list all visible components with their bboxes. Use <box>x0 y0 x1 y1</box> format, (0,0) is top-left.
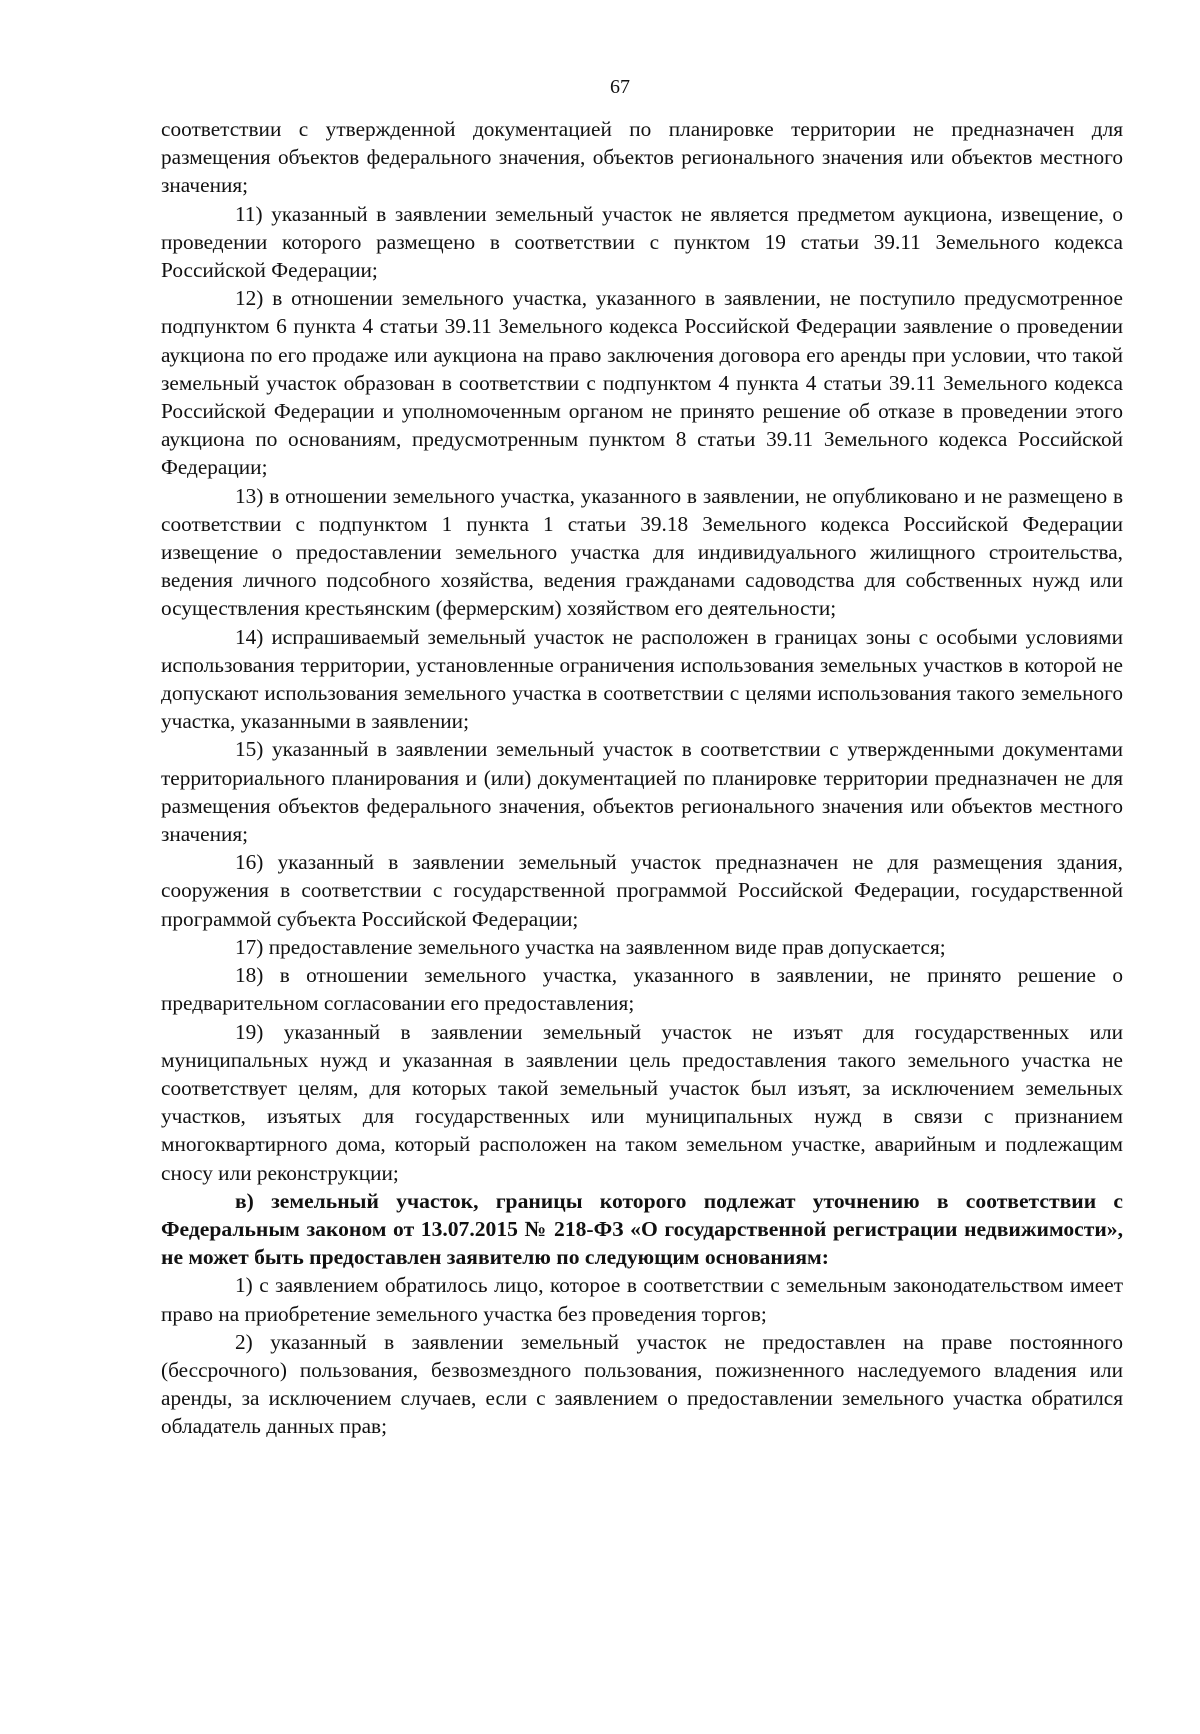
list-item-19: 19) указанный в заявлении земельный участок не изъят для государственных или муниципальных нужд и указанная в заявлении цель предоставления такого земельного участка не соответствует целям, для которых такой земельный участок был изъят, за исключением земельных участков, изъятых для государственных или муниципальных нужд в связи с признанием многоквартирного дома, который расположен на таком земельном участке, аварийным и подлежащим сносу или реконструкции; <box>161 1019 1123 1185</box>
list-item-11: 11) указанный в заявлении земельный участок не является предметом аукциона, извещение, о проведении которого размещено в соответствии с пунктом 19 статьи 39.11 Земельного кодекса Российской Федерации; <box>161 201 1123 283</box>
list-item-15: 15) указанный в заявлении земельный участок в соответствии с утвержденными документами территориального планирования и (или) документацией по планировке территории предназначен не для размещения объектов федерального значения, объектов регионального значения или объектов местного значения; <box>161 737 1123 847</box>
list-item-18: 18) в отношении земельного участка, указанного в заявлении, не принято решение о предварительном согласовании его предоставления; <box>161 963 1123 1016</box>
list-item-17: 17) предоставление земельного участка на заявленном виде прав допускается; <box>235 934 946 959</box>
list-item-12: 12) в отношении земельного участка, указанного в заявлении, не поступило предусмотренное подпунктом 6 пункта 4 статьи 39.11 Земельного кодекса Российской Федерации заявление о проведении аукциона по его продаже или аукциона на право заключения договора его аренды при условии, что такой земельный участок образован в соответствии с подпунктом 4 пункта 4 статьи 39.11 Земельного кодекса Российской Федерации и уполномоченным органом не принято решение об отказе в проведении этого аукциона по основаниям, предусмотренным пунктом 8 статьи 39.11 Земельного кодекса Российской Федерации; <box>161 286 1123 480</box>
list-item-2: 2) указанный в заявлении земельный участок не предоставлен на праве постоянного (бессрочного) пользования, безвозмездного пользования, пожизненного наследуемого владения или аренды, за исключением случаев, если с заявлением о предоставлении земельного участка обратился обладатель данных прав; <box>161 1329 1123 1439</box>
document-body <box>161 115 1123 1441</box>
page-number: 67 <box>610 76 630 98</box>
paragraph-continuation: соответствии с утвержденной документацией по планировке территории не предназначен для размещения объектов федерального значения, объектов регионального значения или объектов местного значения; <box>161 117 1123 198</box>
section-heading-v: в) земельный участок, границы которого подлежат уточнению в соответствии с Федеральным законом от 13.07.2015 № 218-ФЗ «О государственной регистрации недвижимости», не может быть предоставлен заявителю по следующим основаниям: <box>161 1188 1123 1270</box>
list-item-14: 14) испрашиваемый земельный участок не расположен в границах зоны с особыми условиями использования территории, установленные ограничения использования земельных участков в которой не допускают использования земельного участка в соответствии с целями использования такого земельного участка, указанными в заявлении; <box>161 624 1123 734</box>
list-item-13: 13) в отношении земельного участка, указанного в заявлении, не опубликовано и не размещено в соответствии с подпунктом 1 пункта 1 статьи 39.18 Земельного кодекса Российской Федерации извещение о предоставлении земельного участка для индивидуального жилищного строительства, ведения личного подсобного хозяйства, ведения гражданами садоводства для собственных нужд или осуществления крестьянским (фермерским) хозяйством его деятельности; <box>161 483 1123 621</box>
list-item-16: 16) указанный в заявлении земельный участок предназначен не для размещения здания, сооружения в соответствии с государственной программой Российской Федерации, государственной программой субъекта Российской Федерации; <box>161 850 1123 931</box>
list-item-1: 1) с заявлением обратилось лицо, которое в соответствии с земельным законодательством имеет право на приобретение земельного участка без проведения торгов; <box>161 1273 1123 1326</box>
